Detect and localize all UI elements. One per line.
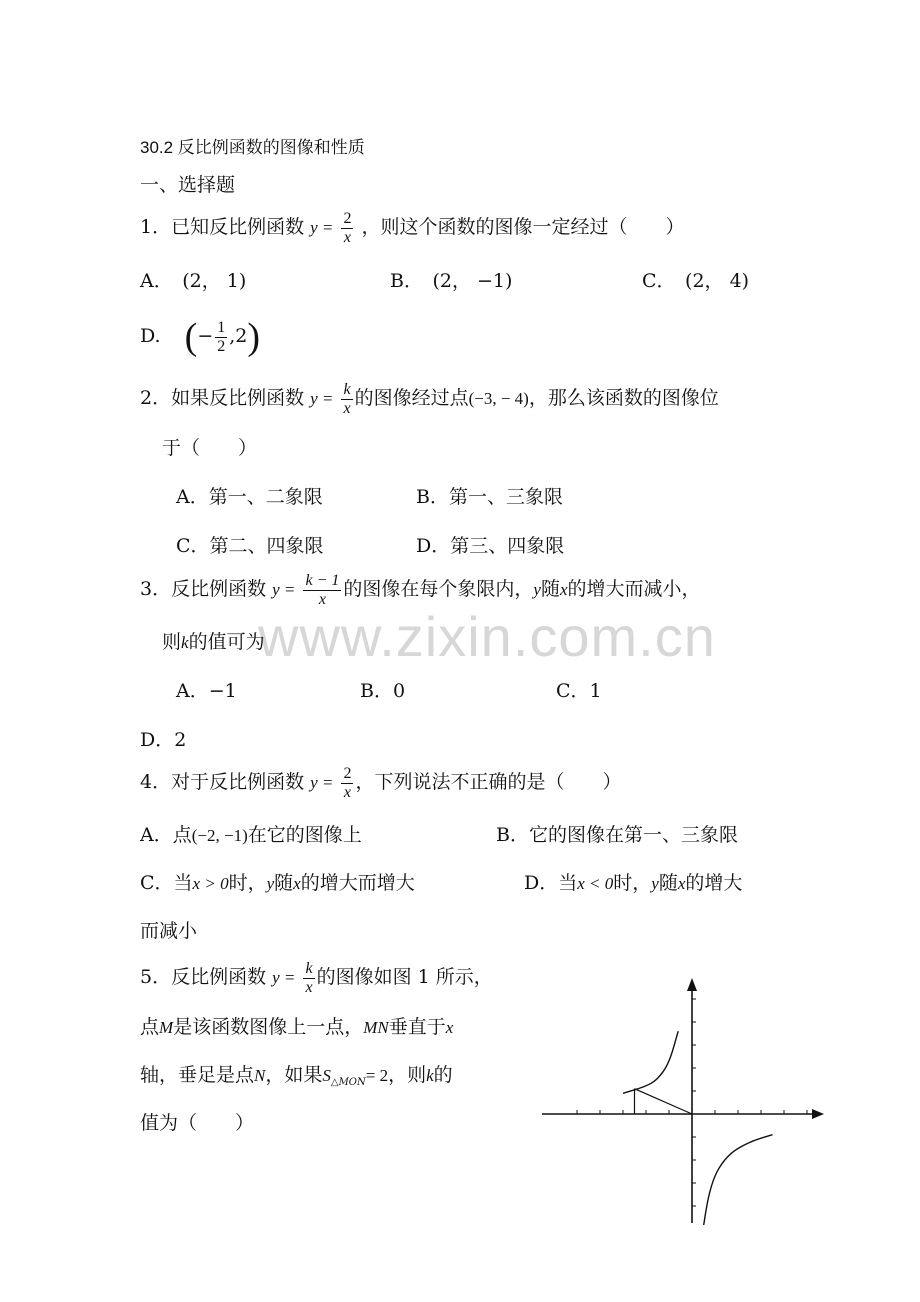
q5-y-eq: y = — [272, 968, 296, 988]
question-3 — [140, 572, 701, 608]
right-paren-icon: ) — [247, 316, 261, 358]
question-1 — [140, 210, 685, 246]
left-paren-icon: ( — [184, 316, 198, 358]
q5-line-4: 值为（ ） — [140, 1112, 255, 1134]
q1-text-a: 1．已知反比例函数 — [140, 216, 305, 239]
q4-opt-d3: 随 — [658, 872, 678, 894]
q5-frac-den: x — [305, 978, 313, 996]
q2-fraction — [341, 381, 352, 417]
q5-s-eq: = 2 — [365, 1066, 389, 1085]
q4-opt-d1: D．当 — [524, 872, 578, 894]
q3-line-2 — [162, 633, 265, 652]
watermark: www.zixin.com.cn — [258, 605, 716, 668]
q4-opt-d-x: x — [677, 874, 686, 893]
q2-text-a: 2．如果反比例函数 — [140, 387, 305, 410]
q4-opt-d-cond: x < 0 — [577, 874, 614, 893]
q5-var-x: x — [445, 1018, 454, 1037]
q3-text-f: 的值可为 — [188, 631, 265, 653]
x-axis-arrow-icon — [812, 1109, 824, 1119]
q5-var-mn: MN — [363, 1018, 389, 1037]
q3-var-k: k — [181, 633, 189, 652]
q2-option-d[interactable]: D．第三、四象限 — [416, 535, 565, 557]
q4-y-eq: y = — [310, 773, 334, 793]
q2-text-d: 于（ ） — [162, 437, 258, 459]
q1-frac-den: x — [343, 228, 352, 246]
q3-text-b: 的图像在每个象限内， — [343, 578, 534, 601]
lower-branch-curve — [701, 1135, 772, 1225]
q4-opt-c-x: x — [293, 874, 301, 893]
q4-opt-c4: 的增大而增大 — [300, 872, 415, 894]
q2-text-b: 的图像经过点 — [354, 387, 469, 410]
q1-option-d-tail: ,2 — [229, 325, 248, 347]
q1-option-d-num: 1 — [217, 318, 226, 336]
q4-text-a: 4．对于反比例函数 — [140, 771, 305, 794]
q4-option-c[interactable] — [140, 874, 415, 893]
q2-option-c[interactable]: C．第二、四象限 — [176, 535, 324, 557]
q5-text-b: 的图像如图 1 所示， — [316, 966, 493, 989]
q3-text-c: 随 — [540, 578, 560, 601]
q4-opt-c-y: y — [266, 874, 275, 893]
q5-text-c3: 垂直于 — [388, 1016, 446, 1038]
q4-option-d[interactable] — [524, 874, 742, 893]
question-2 — [140, 381, 719, 417]
q3-option-c[interactable]: C．1 — [556, 680, 602, 702]
q2-point: (−3, − 4) — [468, 389, 529, 409]
q2-text-c: ，那么该函数的图像位 — [528, 387, 719, 410]
page-title: 30.2 反比例函数的图像和性质 — [140, 138, 365, 157]
q5-s-sub: △MON — [330, 1077, 366, 1088]
q3-text-e: 则 — [162, 631, 182, 653]
q1-text-b: ，则这个函数的图像一定经过（ ） — [361, 216, 685, 239]
q4-opt-a1: A．点 — [140, 824, 192, 846]
q5-text-c2: 是该函数图像上一点， — [173, 1016, 364, 1038]
q5-var-k: k — [426, 1066, 434, 1085]
q3-option-a[interactable]: A．−1 — [176, 680, 237, 702]
q1-option-d[interactable] — [140, 318, 260, 356]
q5-text-a: 5．反比例函数 — [140, 966, 267, 989]
q4-opt-a-point: (−2, −1) — [191, 826, 248, 845]
q4-frac-den: x — [343, 783, 352, 801]
q5-line-3 — [140, 1066, 453, 1088]
figure-1 — [540, 975, 830, 1225]
q3-y-eq: y = — [272, 580, 296, 600]
q5-text-c1: 点 — [140, 1016, 160, 1038]
q1-y-eq: y = — [310, 218, 334, 238]
q3-var-x: x — [559, 580, 568, 600]
q5-var-m: M — [159, 1018, 174, 1037]
q4-opt-c3: 随 — [274, 872, 294, 894]
q1-option-c[interactable]: C． (2， 4) — [642, 270, 750, 292]
q4-option-d-cont: 而减小 — [140, 920, 198, 942]
q5-text-d4: 的 — [433, 1064, 453, 1086]
q4-opt-c1: C．当 — [140, 872, 193, 894]
q3-var-y: y — [533, 580, 541, 600]
q4-text-b: ，下列说法不正确的是（ ） — [355, 771, 622, 794]
question-5 — [140, 960, 493, 996]
q5-frac-num: k — [305, 960, 313, 977]
segment-mo — [635, 1089, 693, 1114]
q5-s-label: S — [322, 1066, 331, 1085]
q2-y-eq: y = — [310, 389, 334, 409]
q1-fraction — [341, 210, 353, 246]
q5-line-2 — [140, 1018, 453, 1037]
q4-frac-num: 2 — [343, 765, 352, 782]
q5-text-d2: ，如果 — [265, 1064, 323, 1086]
section-heading: 一、选择题 — [140, 174, 236, 196]
q3-frac-num: k − 1 — [305, 572, 340, 589]
upper-branch-curve — [623, 1031, 678, 1093]
q3-option-d[interactable]: D．2 — [140, 729, 187, 751]
q5-var-n: N — [254, 1066, 266, 1085]
q1-option-b[interactable]: B． (2， −1) — [390, 270, 513, 292]
q3-text-d: 的增大而减小， — [567, 578, 701, 601]
q1-option-d-fraction — [215, 319, 227, 355]
q1-option-d-label: D. — [140, 325, 161, 347]
q3-frac-den: x — [318, 590, 326, 608]
y-axis-arrow-icon — [687, 978, 697, 991]
q4-opt-d-y: y — [651, 874, 659, 893]
q2-frac-num: k — [343, 381, 351, 398]
y-axis — [687, 978, 697, 1223]
q3-text-a: 3．反比例函数 — [140, 578, 267, 601]
q1-option-d-den: 2 — [217, 337, 226, 355]
q4-opt-c2: 时， — [228, 872, 267, 894]
q4-option-a[interactable] — [140, 826, 362, 845]
q1-frac-num: 2 — [343, 210, 352, 227]
q1-option-a[interactable]: A． (2， 1) — [140, 270, 247, 292]
q5-text-d1: 轴，垂足是点 — [140, 1064, 255, 1086]
q4-fraction — [341, 765, 353, 801]
q5-fraction — [303, 960, 314, 996]
q4-opt-d4: 的增大 — [685, 872, 743, 894]
q4-option-b[interactable]: B．它的图像在第一、三象限 — [496, 824, 738, 846]
q1-option-d-minus: − — [197, 325, 214, 347]
q3-fraction — [303, 572, 341, 608]
q4-opt-d2: 时， — [613, 872, 652, 894]
q3-option-b[interactable]: B．0 — [360, 680, 406, 702]
q2-option-b[interactable]: B．第一、三象限 — [416, 486, 563, 508]
question-4 — [140, 765, 621, 801]
q4-opt-c-cond: x > 0 — [192, 874, 229, 893]
q2-frac-den: x — [343, 399, 351, 417]
q5-text-d3: ，则 — [388, 1064, 427, 1086]
q4-opt-a2: 在它的图像上 — [247, 824, 362, 846]
q2-option-a[interactable]: A．第一、二象限 — [176, 486, 323, 508]
